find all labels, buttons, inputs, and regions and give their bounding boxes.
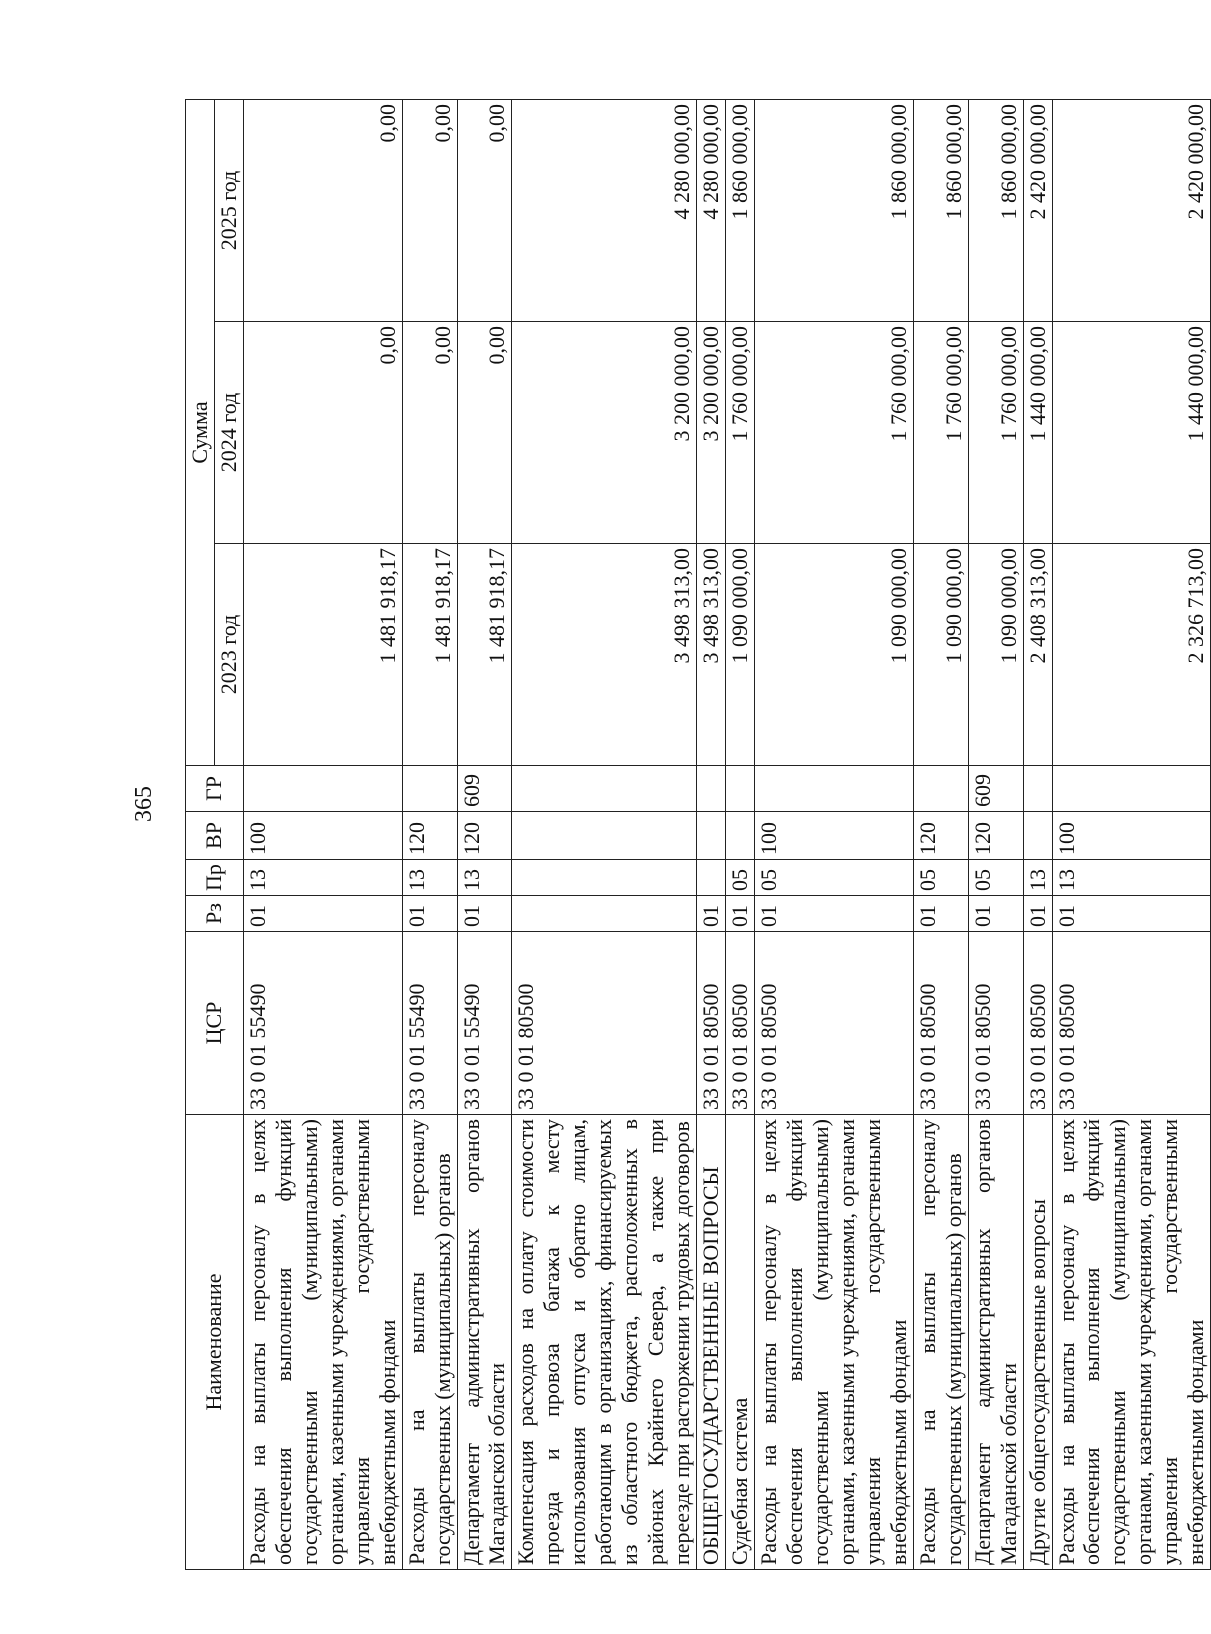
row-amount-2025: 0,00 bbox=[402, 100, 457, 322]
row-amount-2023: 1 090 000,00 bbox=[726, 544, 755, 766]
row-pr: 05 bbox=[726, 860, 755, 896]
row-name: Расходы на выплаты персоналу государственных (муниципальных) органов bbox=[402, 1115, 457, 1570]
row-rz: 01 bbox=[968, 896, 1023, 932]
row-csr: 33 0 01 80500 bbox=[697, 932, 726, 1115]
row-name: Компенсация расходов на оплату стоимости проезда и провоза багажа к месту использования отпуска и обратно лицам, работающим в организациях, финансируемых из областного бюджета, расположенных в районах Крайнего Севера, а также при переезде при расторжении трудовых договоров bbox=[512, 1115, 697, 1570]
row-rz: 01 bbox=[402, 896, 457, 932]
row-csr: 33 0 01 80500 bbox=[968, 932, 1023, 1115]
row-csr: 33 0 01 80500 bbox=[512, 932, 697, 1115]
row-name: Департамент административных органов Магаданской области bbox=[968, 1115, 1023, 1570]
row-amount-2025: 2 420 000,00 bbox=[1023, 100, 1052, 322]
row-name: ОБЩЕГОСУДАРСТВЕННЫЕ ВОПРОСЫ bbox=[697, 1115, 726, 1570]
row-amount-2023: 2 326 713,00 bbox=[1052, 544, 1211, 766]
row-amount-2025: 1 860 000,00 bbox=[968, 100, 1023, 322]
header-rz: Рз bbox=[186, 896, 244, 932]
row-pr bbox=[697, 860, 726, 896]
header-2023: 2023 год bbox=[214, 544, 243, 766]
row-vr: 100 bbox=[1052, 812, 1211, 860]
row-pr: 13 bbox=[1052, 860, 1211, 896]
row-csr: 33 0 01 80500 bbox=[755, 932, 914, 1115]
row-gr bbox=[755, 766, 914, 812]
budget-table bbox=[185, 99, 1211, 1570]
row-gr bbox=[512, 766, 697, 812]
table-row bbox=[512, 100, 697, 1570]
row-csr: 33 0 01 55490 bbox=[402, 932, 457, 1115]
row-pr bbox=[512, 860, 697, 896]
row-amount-2024: 1 760 000,00 bbox=[968, 322, 1023, 544]
row-gr bbox=[726, 766, 755, 812]
row-amount-2025: 4 280 000,00 bbox=[697, 100, 726, 322]
row-csr: 33 0 01 80500 bbox=[726, 932, 755, 1115]
row-vr bbox=[726, 812, 755, 860]
row-amount-2025: 0,00 bbox=[457, 100, 512, 322]
header-2025: 2025 год bbox=[214, 100, 243, 322]
row-amount-2025: 4 280 000,00 bbox=[512, 100, 697, 322]
row-name: Расходы на выплаты персоналу в целях обеспечения выполнения функций государственными (муниципальными) органами, казенными учреждениями, органами управления государственными внебюджетными фондами bbox=[1052, 1115, 1211, 1570]
table-body bbox=[243, 100, 1210, 1570]
row-rz: 01 bbox=[457, 896, 512, 932]
row-amount-2023: 1 090 000,00 bbox=[913, 544, 968, 766]
row-rz: 01 bbox=[1023, 896, 1052, 932]
row-rz: 01 bbox=[913, 896, 968, 932]
row-gr: 609 bbox=[968, 766, 1023, 812]
row-vr: 120 bbox=[968, 812, 1023, 860]
page-number: 365 bbox=[131, 786, 157, 822]
row-amount-2023: 1 481 918,17 bbox=[457, 544, 512, 766]
row-vr: 120 bbox=[402, 812, 457, 860]
row-csr: 33 0 01 80500 bbox=[1023, 932, 1052, 1115]
row-name: Расходы на выплаты персоналу государственных (муниципальных) органов bbox=[913, 1115, 968, 1570]
row-vr bbox=[1023, 812, 1052, 860]
row-amount-2024: 1 760 000,00 bbox=[755, 322, 914, 544]
row-gr bbox=[243, 766, 402, 812]
header-sum: Сумма bbox=[186, 100, 215, 766]
row-csr: 33 0 01 80500 bbox=[1052, 932, 1211, 1115]
row-rz: 01 bbox=[726, 896, 755, 932]
row-amount-2023: 2 408 313,00 bbox=[1023, 544, 1052, 766]
row-pr: 05 bbox=[968, 860, 1023, 896]
header-2024: 2024 год bbox=[214, 322, 243, 544]
row-rz: 01 bbox=[755, 896, 914, 932]
row-amount-2023: 3 498 313,00 bbox=[697, 544, 726, 766]
row-amount-2025: 1 860 000,00 bbox=[726, 100, 755, 322]
row-amount-2023: 1 090 000,00 bbox=[968, 544, 1023, 766]
row-gr bbox=[402, 766, 457, 812]
row-csr: 33 0 01 55490 bbox=[243, 932, 402, 1115]
table-header bbox=[186, 100, 244, 1570]
row-amount-2023: 1 090 000,00 bbox=[755, 544, 914, 766]
table-row bbox=[1052, 100, 1211, 1570]
row-amount-2023: 3 498 313,00 bbox=[512, 544, 697, 766]
row-amount-2025: 1 860 000,00 bbox=[755, 100, 914, 322]
row-name: Департамент административных органов Магаданской области bbox=[457, 1115, 512, 1570]
rotated-table-container bbox=[185, 100, 1209, 1570]
row-amount-2024: 1 760 000,00 bbox=[913, 322, 968, 544]
table-row bbox=[726, 100, 755, 1570]
row-pr: 13 bbox=[402, 860, 457, 896]
row-amount-2025: 0,00 bbox=[243, 100, 402, 322]
row-gr bbox=[1023, 766, 1052, 812]
table-row bbox=[755, 100, 914, 1570]
row-amount-2025: 2 420 000,00 bbox=[1052, 100, 1211, 322]
row-amount-2024: 1 440 000,00 bbox=[1052, 322, 1211, 544]
table-row bbox=[1023, 100, 1052, 1570]
header-csr: ЦСР bbox=[186, 932, 244, 1115]
header-gr: ГР bbox=[186, 766, 244, 812]
row-vr bbox=[512, 812, 697, 860]
row-pr: 05 bbox=[755, 860, 914, 896]
row-name: Расходы на выплаты персоналу в целях обеспечения выполнения функций государственными (муниципальными) органами, казенными учреждениями, органами управления государственными внебюджетными фондами bbox=[243, 1115, 402, 1570]
table-row bbox=[243, 100, 402, 1570]
row-amount-2024: 3 200 000,00 bbox=[697, 322, 726, 544]
row-amount-2024: 1 440 000,00 bbox=[1023, 322, 1052, 544]
row-amount-2025: 1 860 000,00 bbox=[913, 100, 968, 322]
row-vr: 100 bbox=[243, 812, 402, 860]
row-amount-2023: 1 481 918,17 bbox=[243, 544, 402, 766]
row-name: Расходы на выплаты персоналу в целях обеспечения выполнения функций государственными (муниципальными) органами, казенными учреждениями, органами управления государственными внебюджетными фондами bbox=[755, 1115, 914, 1570]
row-pr: 13 bbox=[243, 860, 402, 896]
row-rz bbox=[512, 896, 697, 932]
row-pr: 13 bbox=[457, 860, 512, 896]
row-gr: 609 bbox=[457, 766, 512, 812]
row-amount-2024: 0,00 bbox=[457, 322, 512, 544]
row-rz: 01 bbox=[1052, 896, 1211, 932]
table-row bbox=[457, 100, 512, 1570]
row-amount-2024: 3 200 000,00 bbox=[512, 322, 697, 544]
row-vr: 120 bbox=[913, 812, 968, 860]
row-csr: 33 0 01 55490 bbox=[457, 932, 512, 1115]
row-gr bbox=[1052, 766, 1211, 812]
table-row bbox=[697, 100, 726, 1570]
row-pr: 05 bbox=[913, 860, 968, 896]
table-row bbox=[402, 100, 457, 1570]
row-vr bbox=[697, 812, 726, 860]
row-rz: 01 bbox=[243, 896, 402, 932]
header-vr: ВР bbox=[186, 812, 244, 860]
row-amount-2023: 1 481 918,17 bbox=[402, 544, 457, 766]
row-vr: 120 bbox=[457, 812, 512, 860]
row-vr: 100 bbox=[755, 812, 914, 860]
row-amount-2024: 0,00 bbox=[243, 322, 402, 544]
row-rz: 01 bbox=[697, 896, 726, 932]
table-row bbox=[968, 100, 1023, 1570]
row-amount-2024: 0,00 bbox=[402, 322, 457, 544]
header-pr: Пр bbox=[186, 860, 244, 896]
row-name: Другие общегосударственные вопросы bbox=[1023, 1115, 1052, 1570]
row-gr bbox=[697, 766, 726, 812]
row-csr: 33 0 01 80500 bbox=[913, 932, 968, 1115]
row-pr: 13 bbox=[1023, 860, 1052, 896]
table-row bbox=[913, 100, 968, 1570]
row-gr bbox=[913, 766, 968, 812]
row-name: Судебная система bbox=[726, 1115, 755, 1570]
row-amount-2024: 1 760 000,00 bbox=[726, 322, 755, 544]
header-name: Наименование bbox=[186, 1115, 244, 1570]
